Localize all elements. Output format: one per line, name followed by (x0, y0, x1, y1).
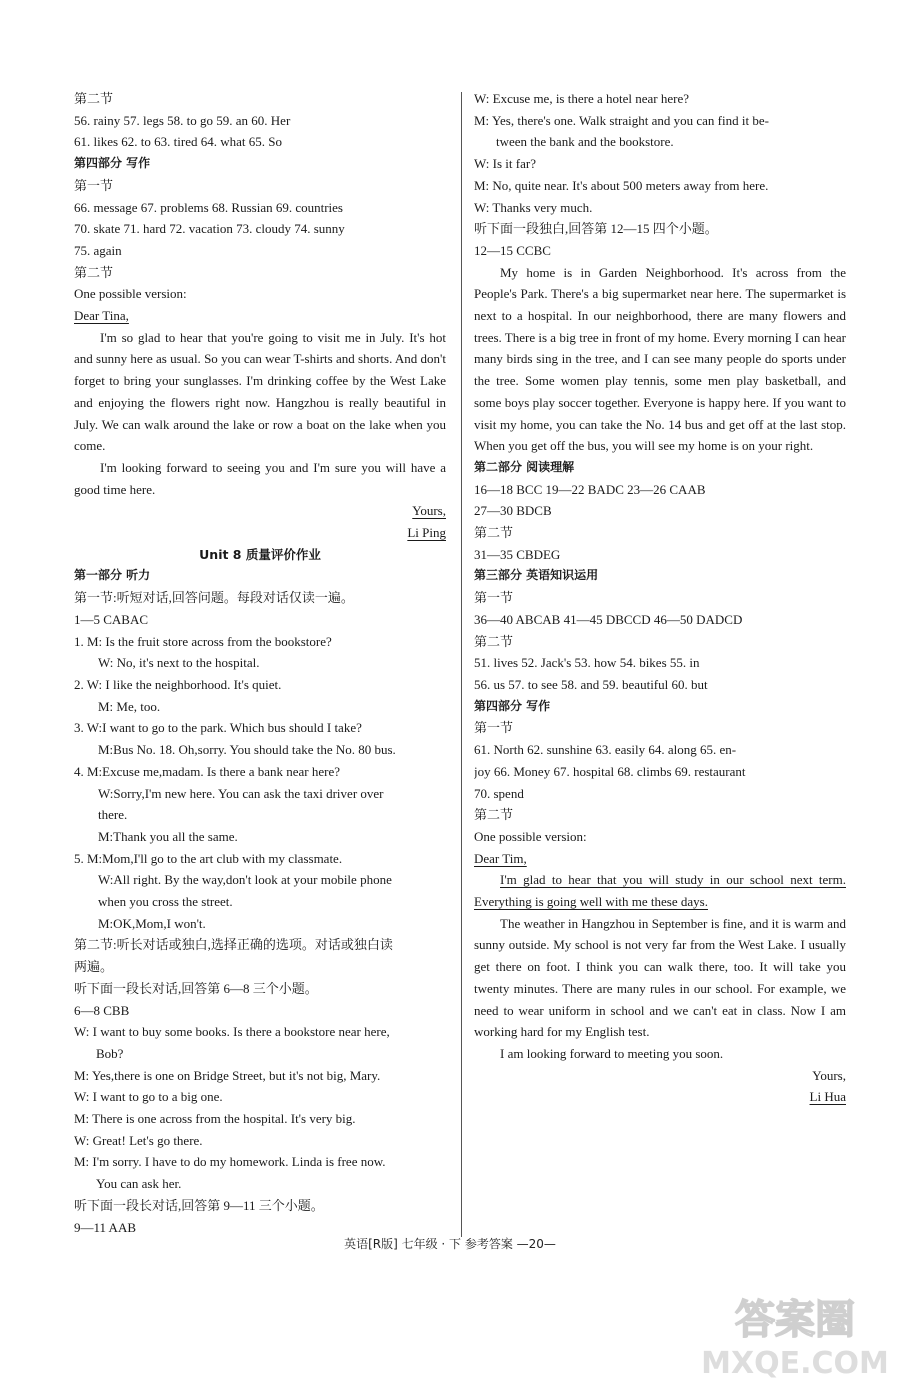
answer-line: 75. again (74, 242, 122, 258)
answer-line: joy 66. Money 67. hospital 68. climbs 69. restaurant (474, 763, 746, 779)
answer-line: 66. message 67. problems 68. Russian 69. countries (74, 199, 343, 215)
dialogue-line: W: Is it far? (474, 156, 536, 172)
instruction: 听下面一段长对话,回答第 9—11 三个小题。 (74, 1197, 324, 1213)
answer-key: 31—35 CBDEG (474, 546, 561, 562)
instruction: 听下面一段独白,回答第 12—15 四个小题。 (474, 221, 718, 237)
dialogue-line: W: No, it's next to the hospital. (98, 655, 260, 671)
dialogue-line: M:Bus No. 18. Oh,sorry. You should take the No. 80 bus. (98, 742, 396, 758)
dialogue-line: M: No, quite near. It's about 500 meters away from here. (474, 177, 769, 193)
unit-title: Unit 8 质量评价作业 (199, 546, 321, 562)
section-heading: 第二部分 阅读理解 (474, 459, 575, 474)
dialogue-line: W:Sorry,I'm new here. You can ask the taxi driver over (98, 785, 384, 801)
answer-line: 56. rainy 57. legs 58. to go 59. an 60. Her (74, 112, 291, 128)
dialogue-line: 2. W: I like the neighborhood. It's quiet. (74, 676, 282, 692)
dialogue-line: 3. W:I want to go to the park. Which bus should I take? (74, 720, 362, 736)
answer-line: 70. spend (474, 785, 524, 801)
letter-signature: Li Ping (407, 525, 446, 541)
page-footer: 英语[R版] 七年级 · 下 参考答案 —20— (344, 1237, 556, 1251)
letter-signature: Li Hua (809, 1089, 846, 1105)
dialogue-line: 4. M:Excuse me,madam. Is there a bank near here? (74, 763, 341, 779)
instruction: 两遍。 (74, 959, 114, 975)
answer-key: 9—11 AAB (74, 1219, 136, 1235)
answer-key: 12—15 CCBC (474, 242, 551, 258)
dialogue-line: W: I want to go to a big one. (74, 1089, 223, 1105)
answer-key: 1—5 CABAC (74, 611, 149, 627)
dialogue-line: W: Great! Let's go there. (74, 1132, 203, 1148)
dialogue-line: M:OK,Mom,I won't. (98, 915, 206, 931)
column-divider (461, 92, 462, 1237)
answer-key: 27—30 BDCB (474, 503, 552, 519)
letter-closing: Yours, (812, 1067, 846, 1083)
version-label: One possible version: (474, 828, 587, 844)
letter-paragraph: I'm so glad to hear that you're going to visit me in July. It's hot and sunny here as usual. So you can wear T-shirts and shorts. And don't forget to bring your sunglasses. I'm drinking coffee by the West Lake and enjoying the flowers right now. Hangzhou is really beautiful in July. We can walk around the lake or row a boat on the lake when you come. (74, 329, 446, 454)
s2-label: 第二节 (474, 525, 514, 541)
dialogue-line: W: Thanks very much. (474, 199, 593, 215)
s2-label: 第二节 (474, 633, 514, 649)
answer-line: 70. skate 71. hard 72. vacation 73. cloudy 74. sunny (74, 221, 345, 237)
dialogue-line: tween the bank and the bookstore. (496, 134, 674, 150)
letter-paragraph: I'm glad to hear that you will study in our school next term. Everything is going well with me these days. (474, 872, 846, 910)
instruction: 第一节:听短对话,回答问题。每段对话仅读一遍。 (74, 590, 354, 606)
s2-label: 第二节 (474, 807, 514, 823)
answer-key: 6—8 CBB (74, 1002, 130, 1018)
right-column (474, 88, 846, 1108)
instruction: 听下面一段长对话,回答第 6—8 三个小题。 (74, 980, 318, 996)
letter-paragraph: I am looking forward to meeting you soon. (500, 1045, 724, 1061)
dialogue-line: 5. M:Mom,I'll go to the art club with my classmate. (74, 850, 343, 866)
dialogue-line: M: I'm sorry. I have to do my homework. Linda is free now. (74, 1154, 386, 1170)
dialogue-line: W: I want to buy some books. Is there a bookstore near here, (74, 1024, 390, 1040)
s2-label: 第二节 (74, 264, 114, 280)
svg-text:MXQE.COM: MXQE.COM (701, 1346, 889, 1381)
s2-label: 第二节 (74, 91, 114, 106)
answer-line: 51. lives 52. Jack's 53. how 54. bikes 55. in (474, 655, 700, 671)
s1-label: 第一节 (474, 720, 514, 736)
letter-paragraph: The weather in Hangzhou in September is fine, and it is warm and sunny outside. My school is not very far from the West Lake. I usually get there on foot. I think you can walk there, too. It will take you twenty minutes. There are many rules in our school. For example, we need to wear uniform in school and we can't eat in class. Now I am working hard for my English test. (474, 915, 846, 1040)
dialogue-line: M:Thank you all the same. (98, 828, 238, 844)
dialogue-line: You can ask her. (96, 1176, 182, 1192)
dialogue-line: 1. M: Is the fruit store across from the bookstore? (74, 633, 332, 649)
instruction: 第二节:听长对话或独白,选择正确的选项。对话或独白读 (74, 937, 393, 953)
dialogue-line: there. (98, 807, 128, 823)
left-column (74, 88, 446, 1238)
section-heading: 第一部分 听力 (74, 568, 151, 583)
dialogue-line: M: There is one across from the hospital. It's very big. (74, 1111, 356, 1127)
dialogue-line: M: Yes, there's one. Walk straight and you can find it be- (474, 112, 769, 128)
answer-key: 16—18 BCC 19—22 BADC 23—26 CAAB (474, 481, 706, 497)
monologue-paragraph: My home is in Garden Neighborhood. It's across from the People's Park. There's a big supermarket near here. The supermarket is next to a hospital. In our neighborhood, there are many flowers and trees. There is a big tree in front of my home. Every morning I can hear many birds sing in the tree, and I can see many people do sports under the tree. Some women play tennis, some men play basketball, and some boys play soccer together. Everyone is happy here. If you want to visit my home, you can take the No. 14 bus and get off at the last stop. When you get off the bus, you will see my home is on your right. (474, 264, 846, 454)
section-heading: 第四部分 写作 (74, 156, 151, 171)
version-label: One possible version: (74, 286, 187, 302)
dialogue-line: W: Excuse me, is there a hotel near here? (474, 91, 689, 106)
answer-line: 61. North 62. sunshine 63. easily 64. along 65. en- (474, 742, 737, 758)
letter-paragraph: I'm looking forward to seeing you and I'm sure you will have a good time here. (74, 459, 446, 497)
letter-salutation: Dear Tim, (474, 850, 527, 866)
svg-text:答案圈: 答案圈 (735, 1297, 855, 1343)
section-heading: 第三部分 英语知识运用 (474, 568, 599, 583)
s1-label: 第一节 (474, 590, 514, 606)
dialogue-line: M: Me, too. (98, 698, 161, 714)
s1-label: 第一节 (74, 177, 114, 193)
dialogue-line: M: Yes,there is one on Bridge Street, but it's not big, Mary. (74, 1067, 381, 1083)
dialogue-line: Bob? (96, 1045, 124, 1061)
section-heading: 第四部分 写作 (474, 698, 551, 713)
letter-salutation: Dear Tina, (74, 308, 129, 324)
answer-line: 61. likes 62. to 63. tired 64. what 65. So (74, 134, 282, 150)
watermark-logo (700, 1285, 890, 1385)
answer-line: 56. us 57. to see 58. and 59. beautiful 60. but (474, 676, 708, 692)
answer-key: 36—40 ABCAB 41—45 DBCCD 46—50 DADCD (474, 611, 743, 627)
dialogue-line: when you cross the street. (98, 894, 233, 910)
letter-closing: Yours, (412, 503, 446, 519)
dialogue-line: W:All right. By the way,don't look at your mobile phone (98, 872, 392, 888)
